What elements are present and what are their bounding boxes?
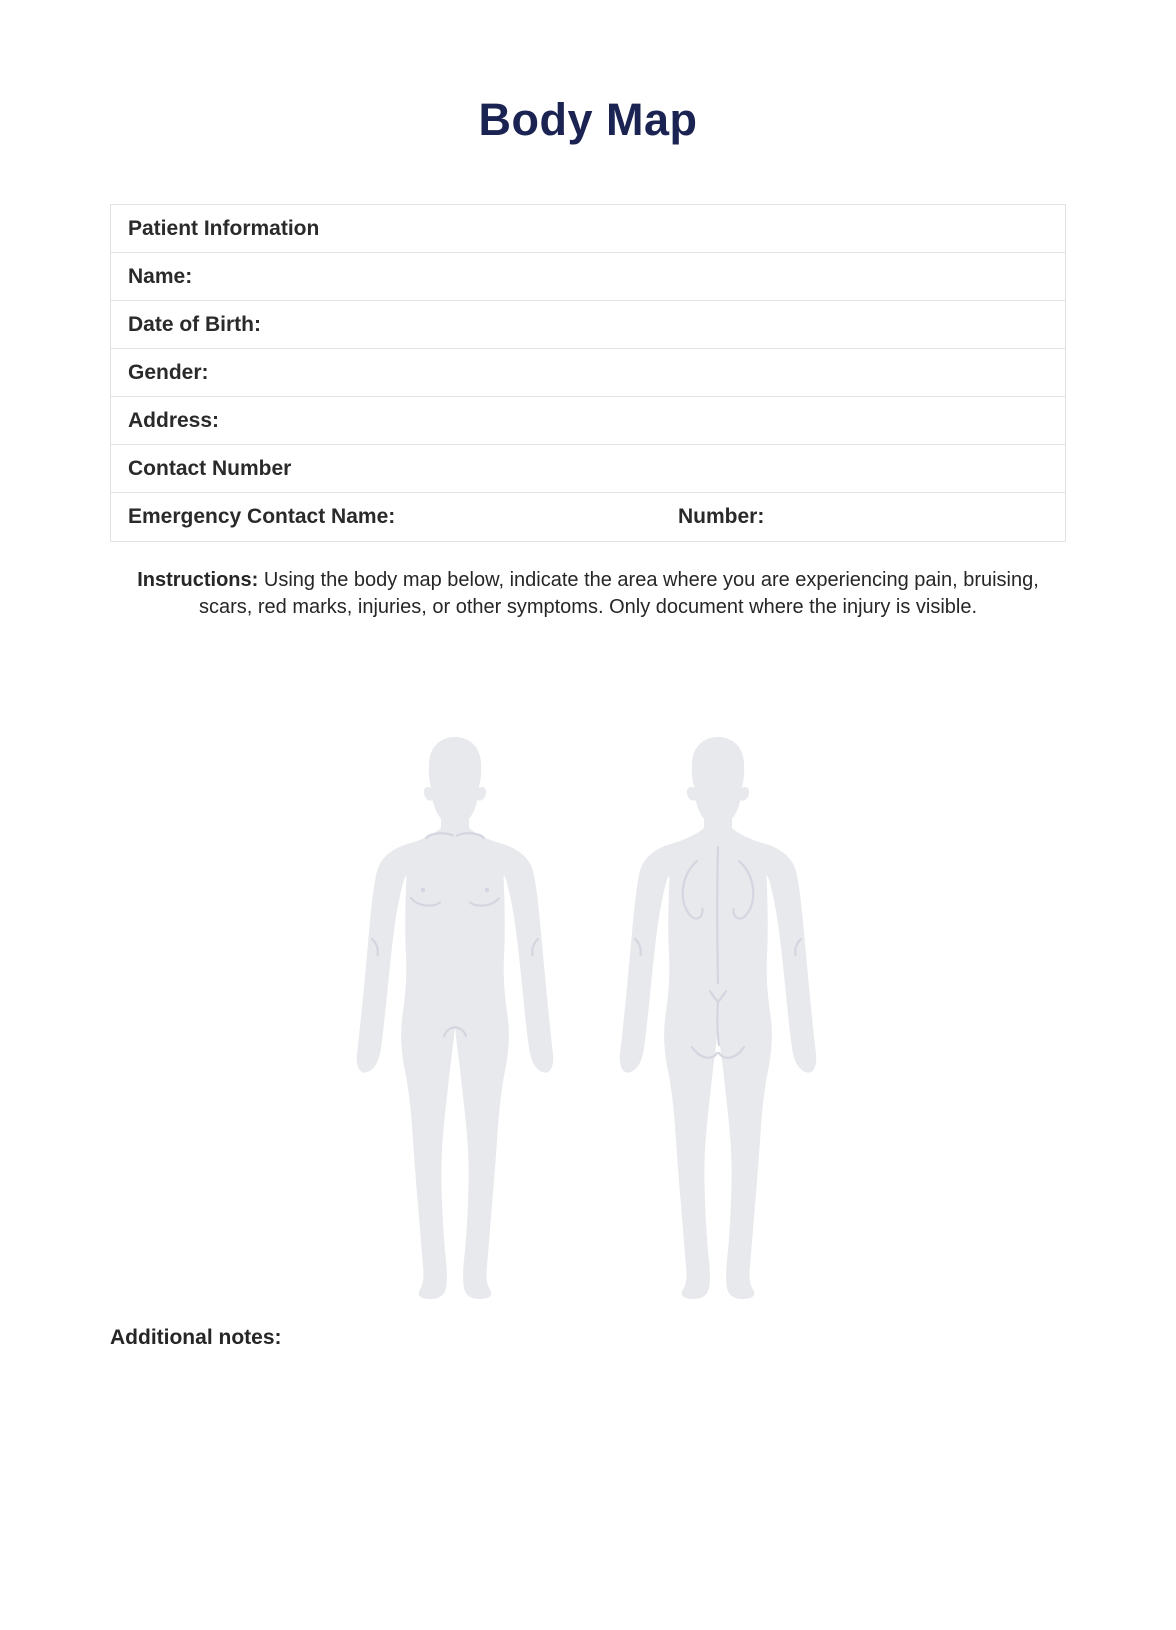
table-row-gender — [111, 349, 1065, 397]
body-figure-front[interactable] — [350, 733, 560, 1303]
patient-info-table — [110, 204, 1066, 542]
table-row-patient-information — [111, 205, 1065, 253]
body-figure-back[interactable] — [613, 733, 823, 1303]
instructions-text — [131, 567, 1046, 621]
additional-notes-area[interactable] — [110, 1360, 1066, 1610]
name-field[interactable] — [192, 253, 1065, 300]
name-label: Name: — [128, 264, 193, 288]
table-row-contact-number — [111, 445, 1065, 493]
emergency-contact-name-label: Emergency Contact Name: — [128, 505, 396, 528]
gender-field[interactable] — [209, 349, 1065, 396]
contact-number-label: Contact Number — [128, 456, 292, 480]
table-row-emergency-contact — [111, 493, 1065, 541]
address-label: Address: — [128, 408, 220, 432]
contact-number-field[interactable] — [291, 445, 1065, 492]
instructions-label: Instructions: — [137, 569, 259, 591]
table-row-name — [111, 253, 1065, 301]
page-title: Body Map — [478, 94, 698, 145]
instructions-body: Using the body map below, indicate the area where you are experiencing pain, bruising, scars, red marks, injuries, or other symptoms. Only document where the injury is visible. — [198, 569, 1039, 618]
date-of-birth-label: Date of Birth: — [128, 312, 261, 336]
additional-notes-label: Additional notes: — [110, 1326, 282, 1349]
table-row-address — [111, 397, 1065, 445]
emergency-number-label: Number: — [678, 505, 765, 528]
date-of-birth-field[interactable] — [261, 301, 1065, 348]
left-nipple-dot — [421, 888, 426, 893]
patient-information-header: Patient Information — [128, 216, 320, 240]
right-nipple-dot — [485, 888, 490, 893]
gender-label: Gender: — [128, 360, 209, 384]
table-row-date-of-birth — [111, 301, 1065, 349]
address-field[interactable] — [219, 397, 1065, 444]
